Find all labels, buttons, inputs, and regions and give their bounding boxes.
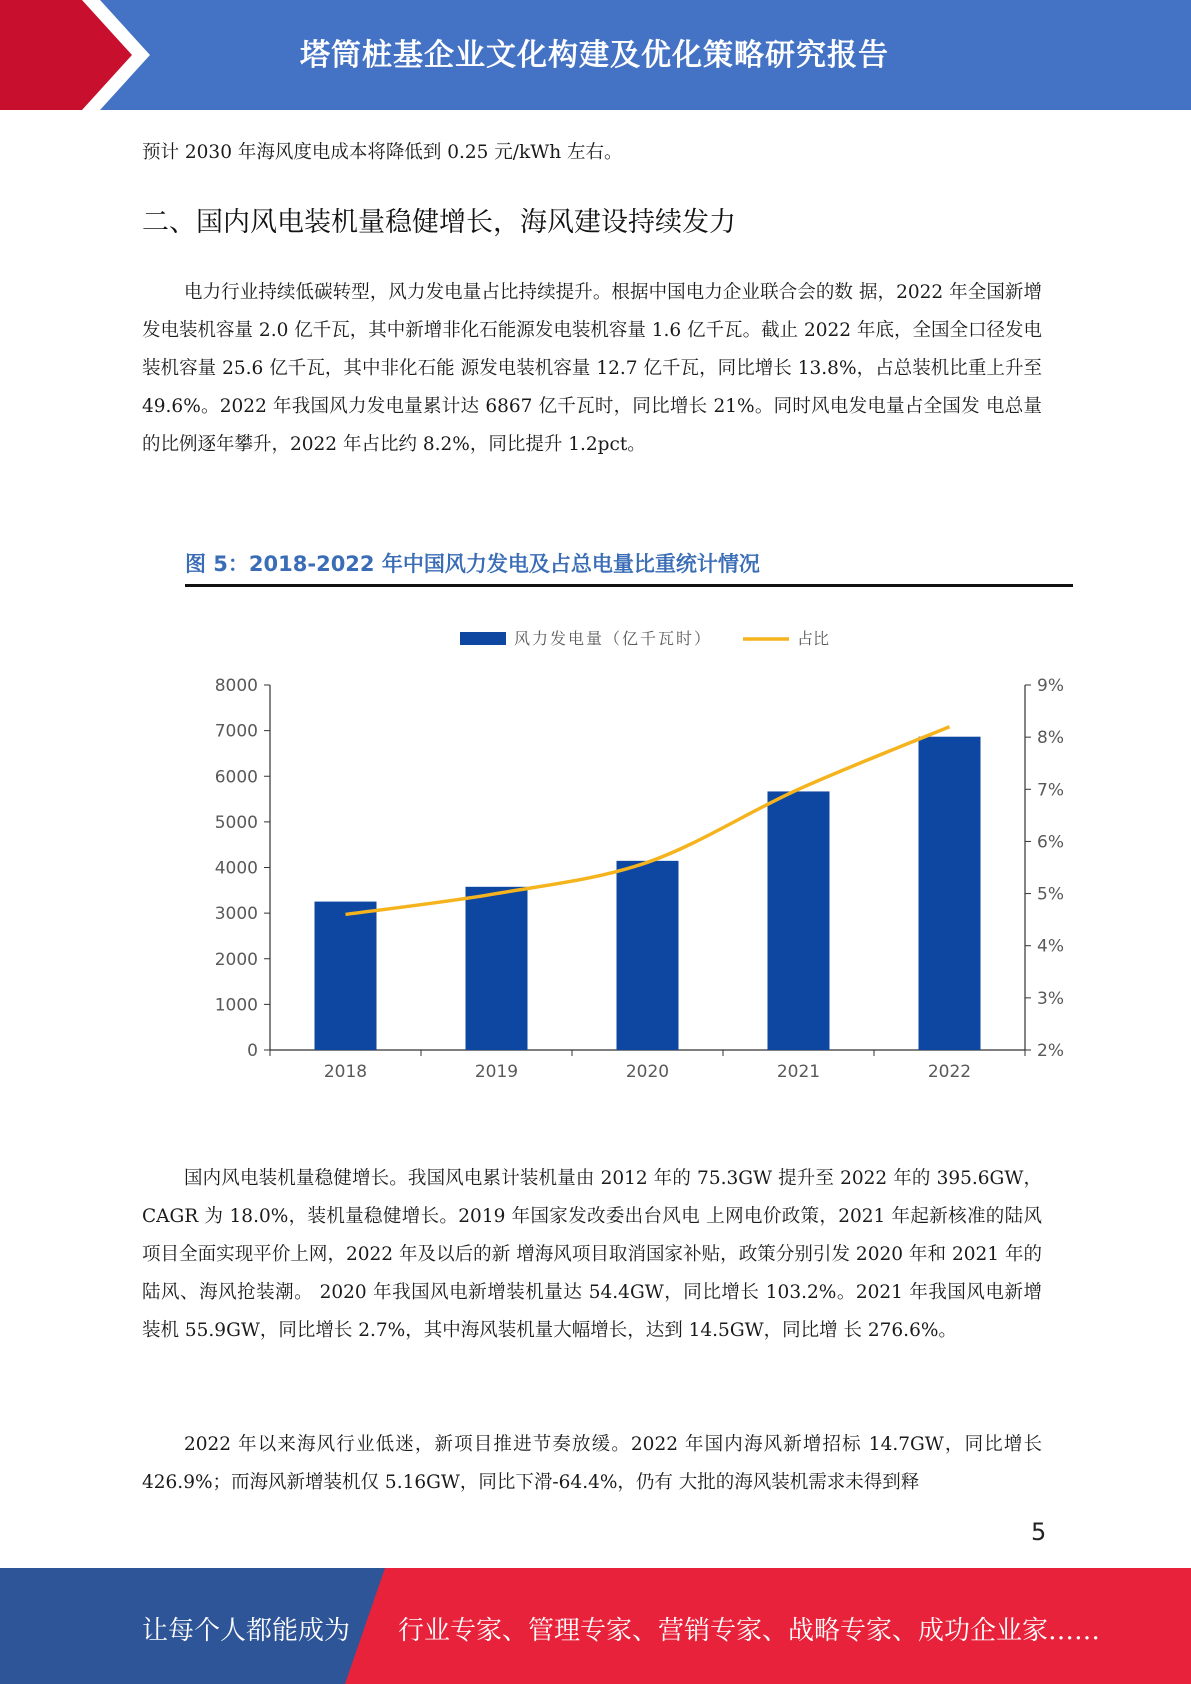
y-left-tick-label: 7000 xyxy=(214,721,258,742)
x-tick-label: 2018 xyxy=(323,1062,368,1082)
x-tick-label: 2019 xyxy=(474,1062,519,1082)
section-heading: 二、国内风电装机量稳健增长，海风建设持续发力 xyxy=(142,207,736,238)
legend-bar-swatch xyxy=(460,632,506,645)
page-header xyxy=(0,0,1191,110)
y-right-tick-label: 6% xyxy=(1037,832,1064,853)
y-right-tick-label: 8% xyxy=(1037,728,1064,749)
footer-slogan-left: 让每个人都能成为 xyxy=(142,1616,351,1646)
paragraph-3: 2022 年以来海风行业低迷，新项目推进节奏放缓。2022 年国内海风新增招标 14.7GW，同比增长 426.9%；而海风新增装机仅 5.16GW，同比下滑-64.4%，仍有 大批的海风装机需求未得到释 xyxy=(142,1434,1042,1493)
y-left-tick-label: 5000 xyxy=(214,812,258,833)
x-tick-label: 2022 xyxy=(927,1062,972,1082)
x-tick-label: 2020 xyxy=(625,1062,670,1082)
y-right-tick-label: 5% xyxy=(1037,884,1064,905)
y-left-tick-label: 6000 xyxy=(214,767,258,788)
y-left-tick-label: 4000 xyxy=(214,858,258,879)
footer-slogan-right: 行业专家、管理专家、营销专家、战略专家、成功企业家…… xyxy=(398,1616,1101,1646)
page-footer xyxy=(0,1568,1191,1684)
figure-rule xyxy=(185,584,1073,587)
bar-2021 xyxy=(768,791,830,1050)
wind-power-chart xyxy=(185,548,1075,1082)
y-left-tick-label: 1000 xyxy=(214,995,258,1016)
bar-2018 xyxy=(315,902,377,1050)
intro-line: 预计 2030 年海风度电成本将降低到 0.25 元/kWh 左右。 xyxy=(142,142,623,163)
page-number: 5 xyxy=(1031,1518,1047,1546)
y-left-tick-label: 3000 xyxy=(214,904,258,925)
legend-line-label: 占比 xyxy=(797,629,830,648)
figure-5 xyxy=(185,548,1075,1082)
y-right-tick-label: 2% xyxy=(1037,1041,1064,1061)
bar-2019 xyxy=(466,887,528,1050)
paragraph-2: 国内风电装机量稳健增长。我国风电累计装机量由 2012 年的 75.3GW 提升至 2022 年的 395.6GW，CAGR 为 18.0%，装机量稳健增长。2019 年国家发改委出台风电 上网电价政策，2021 年起新核准的陆风项目全面实现平价上网，2022 年及以后的新 增海风项目取消国家补贴，政策分别引发 2020 年和 2021 年的陆风、海风抢装潮。 2020 年我国风电新增装机量达 54.4GW，同比增长 103.2%。2021 年我国风电新增 装机 55.9GW，同比增长 2.7%，其中海风装机量大幅增长，达到 14.5GW，同比增 长 276.6%。 xyxy=(142,1168,1042,1341)
y-left-tick-label: 8000 xyxy=(214,676,258,696)
paragraph-1: 电力行业持续低碳转型，风力发电量占比持续提升。根据中国电力企业联合会的数 据，2022 年全国新增发电装机容量 2.0 亿千瓦，其中新增非化石能源发电装机容量 1.6 亿千瓦。截止 2022 年底，全国全口径发电装机容量 25.6 亿千瓦，其中非化石能 源发电装机容量 12.7 亿千瓦，同比增长 13.8%，占总装机比重上升至 49.6%。2022 年我国风力发电量累计达 6867 亿千瓦时，同比增长 21%。同时风电发电量占全国发 电总量的比例逐年攀升，2022 年占比约 8.2%，同比提升 1.2pct。 xyxy=(142,282,1042,455)
y-right-tick-label: 9% xyxy=(1037,676,1064,696)
report-title: 塔筒桩基企业文化构建及优化策略研究报告 xyxy=(300,38,889,73)
legend-bar-label: 风力发电量（亿千瓦时） xyxy=(514,629,713,648)
y-left-tick-label: 0 xyxy=(247,1041,258,1061)
y-right-tick-label: 7% xyxy=(1037,780,1064,801)
bar-2022 xyxy=(919,737,981,1050)
bar-2020 xyxy=(617,861,679,1050)
y-right-tick-label: 4% xyxy=(1037,936,1064,957)
figure-caption: 图 5：2018-2022 年中国风力发电及占总电量比重统计情况 xyxy=(185,552,760,576)
y-left-tick-label: 2000 xyxy=(214,949,258,970)
y-right-tick-label: 3% xyxy=(1037,988,1064,1009)
x-tick-label: 2021 xyxy=(776,1062,821,1082)
